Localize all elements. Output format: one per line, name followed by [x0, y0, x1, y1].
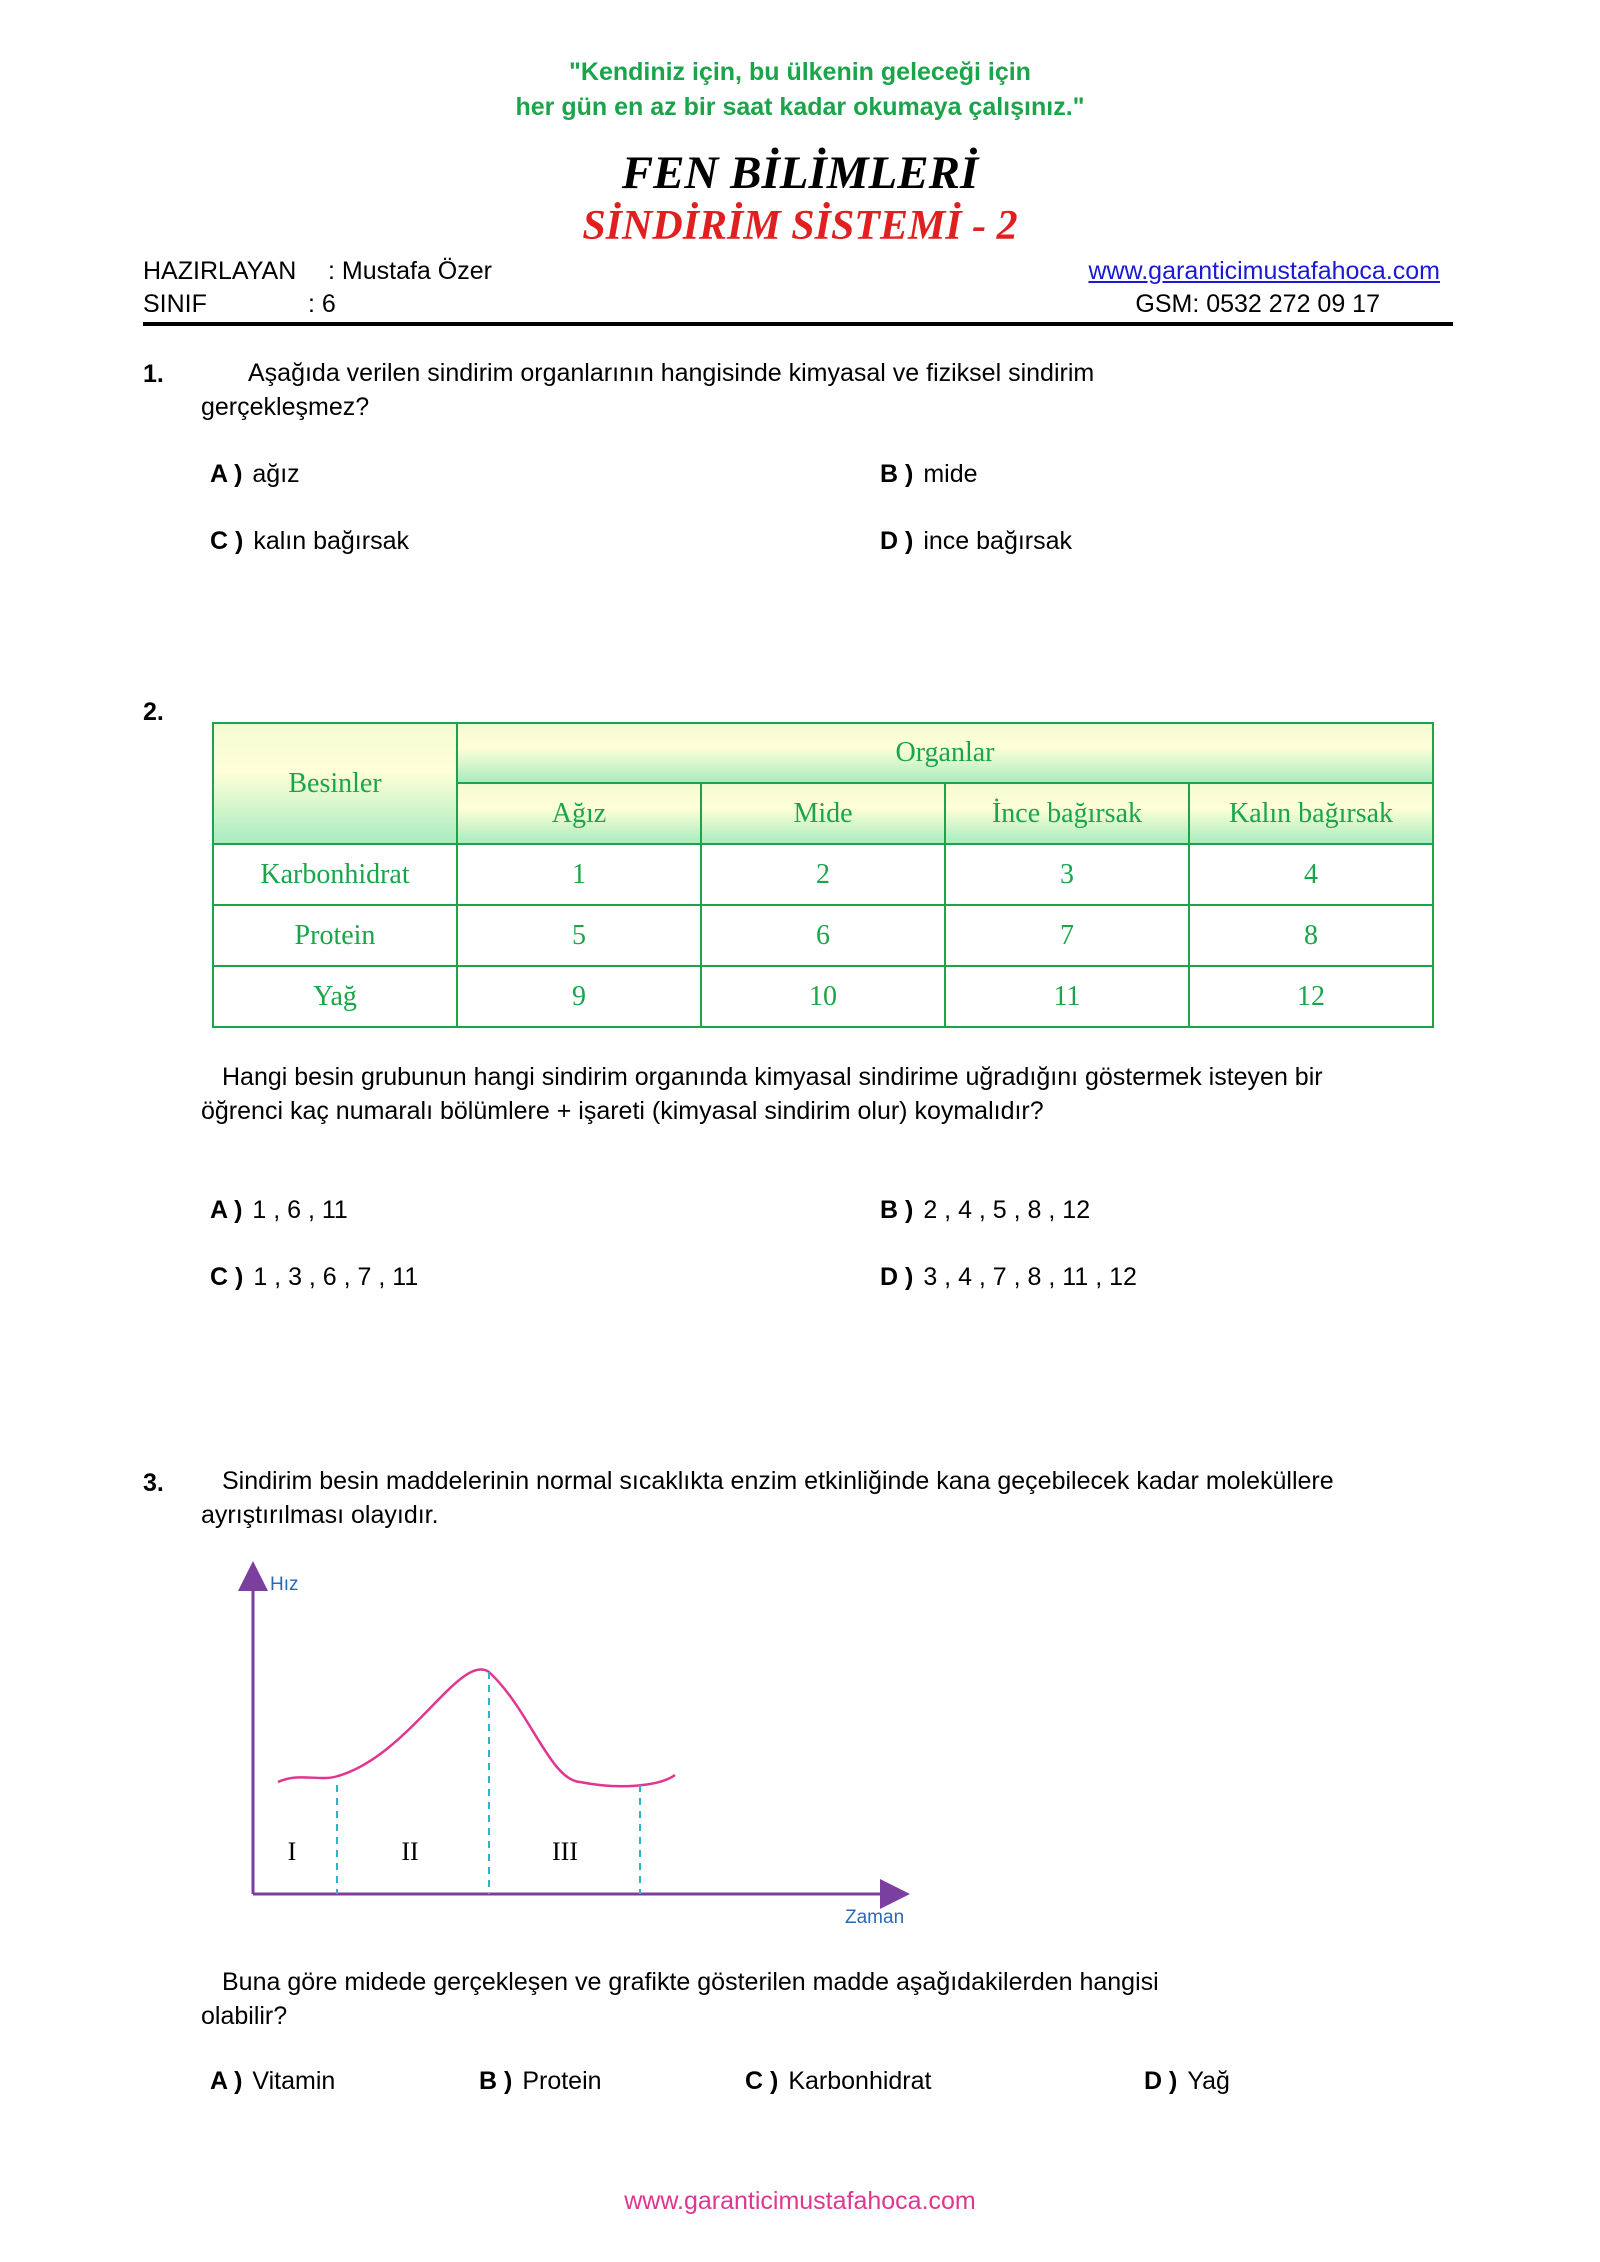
- author-label: HAZIRLAYAN: [143, 257, 297, 285]
- q3-option-c[interactable]: [745, 2067, 931, 2096]
- table-row: [213, 844, 1433, 905]
- q3-option-a[interactable]: [210, 2067, 335, 2096]
- table-cell: 8: [1189, 905, 1433, 966]
- table-corner-header: Besinler: [213, 723, 457, 844]
- page-title: FEN BİLİMLERİ: [621, 147, 979, 199]
- table-cell: 4: [1189, 844, 1433, 905]
- table-cell: 7: [945, 905, 1189, 966]
- q1-option-b[interactable]: [880, 460, 978, 489]
- option-letter: D ): [1144, 2067, 1178, 2095]
- table-cell: 1: [457, 844, 701, 905]
- option-letter: B ): [880, 1196, 914, 1224]
- motto-line-2: her gün en az bir saat kadar okumaya çalışınız.": [515, 93, 1085, 121]
- row-label: Karbonhidrat: [213, 844, 457, 905]
- table-cell: 11: [945, 966, 1189, 1027]
- x-axis-label: Zaman: [845, 1907, 905, 1928]
- q1-number: 1.: [143, 360, 164, 388]
- q2-number: 2.: [143, 698, 164, 726]
- option-text: Yağ: [1187, 2067, 1230, 2095]
- q1-text-line2: gerçekleşmez?: [201, 393, 370, 421]
- table-row: [213, 966, 1433, 1027]
- table-group-header: Organlar: [457, 723, 1433, 783]
- nutrient-organ-table: [212, 722, 1434, 1028]
- table-cell: 12: [1189, 966, 1433, 1027]
- option-text: ince bağırsak: [923, 527, 1073, 555]
- option-letter: B ): [880, 460, 914, 488]
- option-text: Protein: [522, 2067, 602, 2095]
- q3-option-b[interactable]: [479, 2067, 602, 2096]
- motto-line-1: "Kendiniz için, bu ülkenin geleceği için: [569, 58, 1031, 86]
- option-text: Vitamin: [252, 2067, 336, 2095]
- website-link[interactable]: www.garanticimustafahoca.com: [1088, 257, 1440, 285]
- option-letter: A ): [210, 1196, 243, 1224]
- option-text: mide: [923, 460, 978, 488]
- option-letter: C ): [210, 1263, 244, 1291]
- q3-number: 3.: [143, 1469, 164, 1497]
- option-text: ağız: [252, 460, 300, 488]
- region-label-3: III: [552, 1837, 578, 1866]
- gsm-number: GSM: 0532 272 09 17: [1135, 290, 1380, 318]
- q2-option-d[interactable]: [880, 1263, 1137, 1292]
- option-text: kalın bağırsak: [253, 527, 409, 555]
- table-column-header: İnce bağırsak: [945, 783, 1189, 844]
- y-axis-label: Hız: [270, 1574, 299, 1595]
- q3-text2-line2: olabilir?: [201, 2002, 288, 2030]
- row-label: Protein: [213, 905, 457, 966]
- option-letter: B ): [479, 2067, 513, 2095]
- q2-option-a[interactable]: [210, 1196, 348, 1225]
- option-letter: A ): [210, 460, 243, 488]
- option-letter: C ): [210, 527, 244, 555]
- q3-text-line1: Sindirim besin maddelerinin normal sıcaklıkta enzim etkinliğinde kana geçebilecek kadar moleküllere: [222, 1467, 1334, 1495]
- footer-website-link[interactable]: www.garanticimustafahoca.com: [624, 2187, 976, 2215]
- q2-option-b[interactable]: [880, 1196, 1090, 1225]
- author-value: : Mustafa Özer: [328, 257, 492, 285]
- q1-option-c[interactable]: [210, 527, 409, 556]
- table-cell: 3: [945, 844, 1189, 905]
- q2-text-line2: öğrenci kaç numaralı bölümlere + işareti (kimyasal sindirim olur) koymalıdır?: [201, 1097, 1044, 1125]
- table-cell: 2: [701, 844, 945, 905]
- table-row: [213, 905, 1433, 966]
- enzyme-rate-graph: [230, 1560, 930, 1940]
- q1-option-d[interactable]: [880, 527, 1072, 556]
- table-cell: 9: [457, 966, 701, 1027]
- q2-option-c[interactable]: [210, 1263, 418, 1292]
- option-letter: A ): [210, 2067, 243, 2095]
- class-value: : 6: [308, 290, 336, 318]
- q3-option-d[interactable]: [1144, 2067, 1230, 2096]
- table-cell: 6: [701, 905, 945, 966]
- q3-text2-line1: Buna göre midede gerçekleşen ve grafikte gösterilen madde aşağıdakilerden hangisi: [222, 1968, 1159, 1996]
- table-column-header: Mide: [701, 783, 945, 844]
- q3-text-line2: ayrıştırılması olayıdır.: [201, 1501, 439, 1529]
- table-cell: 10: [701, 966, 945, 1027]
- class-label: SINIF: [143, 290, 207, 318]
- region-label-1: I: [287, 1837, 297, 1866]
- q2-text-line1: Hangi besin grubunun hangi sindirim organında kimyasal sindirime uğradığını göstermek isteyen bir: [222, 1063, 1323, 1091]
- option-text: 3 , 4 , 7 , 8 , 11 , 12: [923, 1263, 1137, 1291]
- q1-option-a[interactable]: [210, 460, 300, 489]
- option-letter: D ): [880, 527, 914, 555]
- page-subtitle: SİNDİRİM SİSTEMİ - 2: [582, 203, 1018, 249]
- rate-curve: [278, 1669, 675, 1786]
- row-label: Yağ: [213, 966, 457, 1027]
- option-letter: C ): [745, 2067, 779, 2095]
- table-column-header: Ağız: [457, 783, 701, 844]
- header-divider: [143, 322, 1453, 326]
- region-label-2: II: [401, 1837, 419, 1866]
- table-cell: 5: [457, 905, 701, 966]
- option-text: 1 , 3 , 6 , 7 , 11: [253, 1263, 419, 1291]
- q1-text-line1: Aşağıda verilen sindirim organlarının hangisinde kimyasal ve fiziksel sindirim: [248, 359, 1095, 387]
- option-text: 1 , 6 , 11: [252, 1196, 348, 1224]
- option-letter: D ): [880, 1263, 914, 1291]
- option-text: Karbonhidrat: [788, 2067, 932, 2095]
- table-column-header: Kalın bağırsak: [1189, 783, 1433, 844]
- option-text: 2 , 4 , 5 , 8 , 12: [923, 1196, 1091, 1224]
